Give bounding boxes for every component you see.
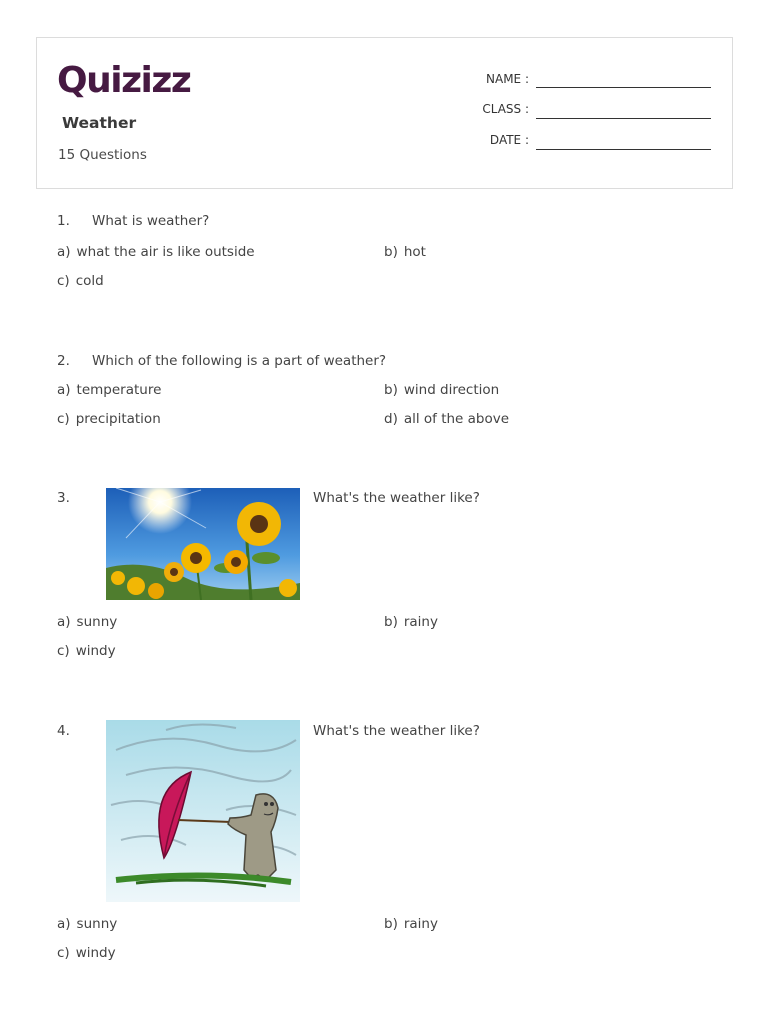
- question-number: 4.: [57, 723, 70, 739]
- option-b: b) rainy: [384, 916, 438, 932]
- question-text: Which of the following is a part of weather?: [92, 353, 387, 369]
- question-number: 2.: [57, 353, 70, 369]
- option-b: b) hot: [384, 244, 426, 260]
- date-line[interactable]: [536, 149, 711, 150]
- class-label: CLASS :: [482, 102, 529, 116]
- name-line[interactable]: [536, 87, 711, 88]
- sunflowers-image: [106, 488, 300, 600]
- question-number: 1.: [57, 213, 70, 229]
- option-c: c) cold: [57, 273, 104, 289]
- option-a: a) sunny: [57, 614, 118, 630]
- sunflowers-illustration: [106, 488, 300, 600]
- question-text: What's the weather like?: [313, 490, 480, 506]
- option-d: d) all of the above: [384, 411, 510, 427]
- question-text: What's the weather like?: [313, 723, 480, 739]
- question-number: 3.: [57, 490, 70, 506]
- windy-umbrella-illustration: [106, 720, 300, 902]
- sunflower-big: [237, 502, 281, 546]
- class-line[interactable]: [536, 118, 711, 119]
- option-b: b) wind direction: [384, 382, 500, 398]
- option-a: a) sunny: [57, 916, 118, 932]
- name-label: NAME :: [486, 72, 529, 86]
- date-label: DATE :: [489, 133, 529, 147]
- logo-text: Quizizz: [57, 60, 191, 100]
- worksheet-title: Weather: [62, 114, 137, 132]
- worksheet-header: [36, 37, 733, 189]
- option-a: a) temperature: [57, 382, 162, 398]
- option-a: a) what the air is like outside: [57, 244, 255, 260]
- option-c: c) windy: [57, 945, 116, 961]
- windy-umbrella-image: [106, 720, 300, 902]
- option-b: b) rainy: [384, 614, 438, 630]
- option-c: c) precipitation: [57, 411, 161, 427]
- question-text: What is weather?: [92, 213, 210, 229]
- question-count: 15 Questions: [58, 147, 147, 163]
- option-c: c) windy: [57, 643, 116, 659]
- quizizz-logo: [57, 56, 195, 100]
